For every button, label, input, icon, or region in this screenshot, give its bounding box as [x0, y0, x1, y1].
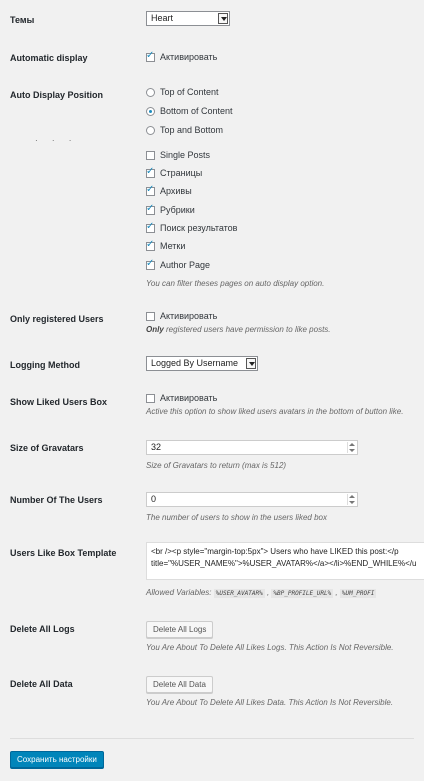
chevron-down-icon	[246, 358, 256, 369]
checkbox-pages[interactable]	[146, 169, 155, 178]
automatic-display-checkbox[interactable]	[146, 53, 155, 62]
size-of-gravatars-description: Size of Gravatars to return (max is 512)	[146, 461, 287, 470]
show-liked-users-box-checkbox-label: Активировать	[160, 393, 218, 403]
only-registered-users-label: Only registered Users	[10, 314, 104, 324]
users-like-box-template-textarea[interactable]	[146, 542, 424, 580]
variable-um-profile: %UM_PROFI	[341, 590, 375, 597]
logging-method-select[interactable]	[146, 356, 258, 371]
template-line-2: title="%USER_NAME%">%USER_AVATAR%</a></li>%END_WHILE%</u	[151, 559, 417, 568]
auto-display-position-label: Auto Display Position	[10, 90, 104, 100]
radio-bottom-of-content[interactable]	[146, 107, 155, 116]
template-line-1: <br /><p style="margin-top:5px"> Users who have LIKED this post:</p	[151, 547, 399, 556]
only-registered-users-description: Only registered users have permission to like posts.	[146, 325, 331, 334]
only-registered-users-checkbox[interactable]	[146, 312, 155, 321]
checkbox-categories[interactable]	[146, 206, 155, 215]
logging-method-select-value: Logged By Username	[151, 358, 239, 368]
checkbox-author-page-label: Author Page	[160, 260, 211, 270]
size-of-gravatars-label: Size of Gravatars	[10, 443, 84, 453]
delete-all-data-button[interactable]: Delete All Data	[146, 676, 213, 693]
variable-user-avatar: %USER_AVATAR%	[215, 590, 263, 597]
checkbox-categories-label: Рубрики	[160, 205, 195, 215]
show-liked-users-box-label: Show Liked Users Box	[10, 397, 108, 407]
checkbox-archives-label: Архивы	[160, 186, 192, 196]
checkbox-search-results[interactable]	[146, 224, 155, 233]
checkbox-search-results-label: Поиск результатов	[160, 223, 238, 233]
show-liked-users-box-description: Active this option to show liked users avatars in the bottom of button like.	[146, 407, 404, 416]
save-settings-button[interactable]: Сохранить настройки	[10, 751, 104, 768]
number-of-users-value: 0	[151, 494, 157, 504]
size-of-gravatars-value: 32	[151, 442, 162, 452]
delete-all-logs-label: Delete All Logs	[10, 624, 75, 634]
radio-top-of-content-label: Top of Content	[160, 87, 219, 97]
stepper-arrows-icon[interactable]	[347, 442, 356, 453]
delete-all-data-description: You Are About To Delete All Likes Data. This Action Is Not Reversible.	[146, 698, 394, 707]
delete-all-logs-description: You Are About To Delete All Likes Logs. This Action Is Not Reversible.	[146, 643, 394, 652]
number-of-users-label: Number Of The Users	[10, 495, 103, 505]
show-liked-users-box-checkbox[interactable]	[146, 394, 155, 403]
radio-top-of-content[interactable]	[146, 88, 155, 97]
checkbox-archives[interactable]	[146, 187, 155, 196]
size-of-gravatars-input[interactable]	[146, 440, 358, 455]
logging-method-label: Logging Method	[10, 360, 80, 370]
allowed-variables: Allowed Variables: %USER_AVATAR% , %BP_PROFILE_URL% , %UM_PROFI	[146, 588, 375, 597]
radio-bottom-of-content-label: Bottom of Content	[160, 106, 233, 116]
number-of-users-input[interactable]	[146, 492, 358, 507]
checkbox-author-page[interactable]	[146, 261, 155, 270]
radio-top-and-bottom[interactable]	[146, 126, 155, 135]
divider	[10, 738, 414, 739]
checkbox-tags[interactable]	[146, 242, 155, 251]
variable-bp-profile-url: %BP_PROFILE_URL%	[273, 590, 332, 597]
checkbox-single-posts[interactable]	[146, 151, 155, 160]
allowed-variables-label: Allowed Variables:	[146, 588, 212, 597]
number-of-users-description: The number of users to show in the users liked box	[146, 513, 327, 522]
delete-all-data-label: Delete All Data	[10, 679, 73, 689]
section-dots: · · ·	[35, 136, 78, 145]
stepper-arrows-icon[interactable]	[347, 494, 356, 505]
users-like-box-template-label: Users Like Box Template	[10, 548, 117, 558]
chevron-down-icon	[218, 13, 228, 24]
automatic-display-label: Automatic display	[10, 53, 88, 63]
only-registered-users-checkbox-label: Активировать	[160, 311, 218, 321]
checkbox-tags-label: Метки	[160, 241, 186, 251]
auto-display-pages-description: You can filter theses pages on auto display option.	[146, 279, 325, 288]
themes-select[interactable]	[146, 11, 230, 26]
radio-top-and-bottom-label: Top and Bottom	[160, 125, 224, 135]
themes-select-value: Heart	[151, 13, 174, 23]
automatic-display-checkbox-label: Активировать	[160, 52, 218, 62]
delete-all-logs-button[interactable]: Delete All Logs	[146, 621, 213, 638]
themes-label: Темы	[10, 15, 35, 25]
checkbox-single-posts-label: Single Posts	[160, 150, 211, 160]
checkbox-pages-label: Страницы	[160, 168, 203, 178]
